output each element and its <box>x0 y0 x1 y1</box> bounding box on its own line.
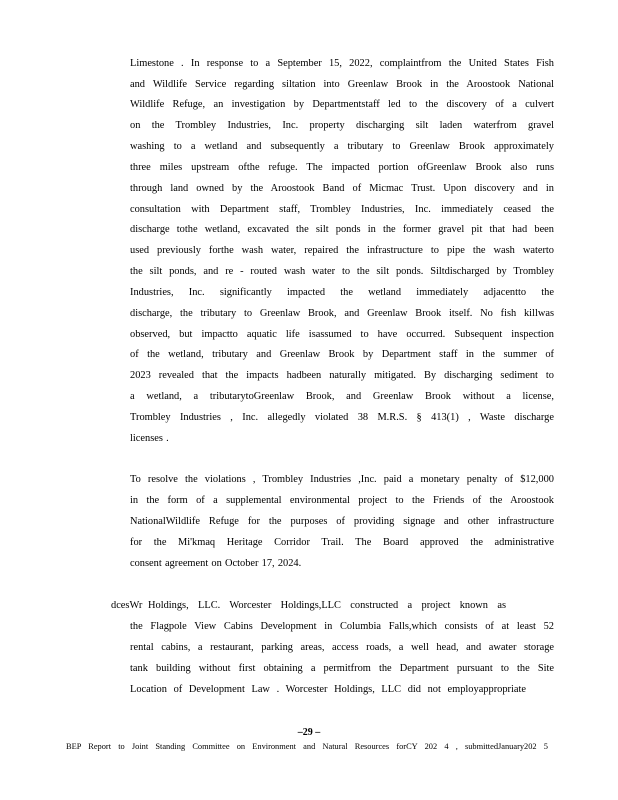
paragraph-1-line-3: Wildlife Refuge, an investigation by Departmentstaff led to the discovery of a culvert <box>130 99 554 110</box>
paragraph-1-line-13: discharge, the tributary to Greenlaw Brook, and Greenlaw Brook itself. No fish killwas <box>130 308 554 319</box>
paragraph-1-line-11: the silt ponds, and re - routed wash water to the silt ponds. Siltdischarged by Trombley <box>130 266 554 277</box>
paragraph-3-line-2: the Flagpole View Cabins Development in Columbia Falls,which consists of at least 52 <box>130 621 554 632</box>
paragraph-1-line-2: and Wildlife Service regarding siltation into Greenlaw Brook in the Aroostook National <box>130 79 554 90</box>
paragraph-3-line-1: Holdings, LLC. Worcester Holdings,LLC constructed a project known as <box>148 600 506 611</box>
paragraph-1-line-18: Trombley Industries , Inc. allegedly violated 38 M.R.S. § 413(1) , Waste discharge <box>130 412 554 423</box>
paragraph-1-line-8: consultation with Department staff, Trombley Industries, Inc. immediately ceased the <box>130 204 554 215</box>
paragraph-1-line-19: licenses . <box>130 433 169 444</box>
paragraph-2-line-3: NationalWildlife Refuge for the purposes of providing signage and other infrastructure <box>130 516 554 527</box>
paragraph-1-line-17: a wetland, a tributarytoGreenlaw Brook, and Greenlaw Brook without a license, <box>130 391 554 402</box>
paragraph-1-line-9: discharge tothe wetland, excavated the silt ponds in the former gravel pit that had been <box>130 224 554 235</box>
paragraph-3-line-3: rental cabins, a restaurant, parking areas, access roads, a well head, and awater storage <box>130 642 554 653</box>
paragraph-1-line-16: 2023 revealed that the impacts hadbeen naturally mitigated. By discharging sediment to <box>130 370 554 381</box>
page-number: –29 – <box>297 727 321 738</box>
paragraph-1-line-15: of the wetland, tributary and Greenlaw Brook by Department staff in the summer of <box>130 349 554 360</box>
paragraph-1-line-12: Industries, Inc. significantly impacted the wetland immediately adjacentto the <box>130 287 554 298</box>
paragraph-1-line-10: used previously forthe wash water, repaired the infrastructure to pipe the wash waterto <box>130 245 554 256</box>
paragraph-1-line-5: washing to a wetland and subsequently a tributary to Greenlaw Brook approximately <box>130 141 554 152</box>
paragraph-1-line-6: three miles upstream ofthe refuge. The impacted portion ofGreenlaw Brook also runs <box>130 162 554 173</box>
paragraph-2-line-5: consent agreement on October 17, 2024. <box>130 558 302 569</box>
paragraph-1-line-4: on the Trombley Industries, Inc. property discharging silt laden waterfrom gravel <box>130 120 554 131</box>
paragraph-2-line-1: To resolve the violations , Trombley Industries ,Inc. paid a monetary penalty of $12,000 <box>130 474 554 485</box>
page-footer: BEP Report to Joint Standing Committee on Environment and Natural Resources forCY 202 4 , submittedJanuary202 5 <box>66 742 548 751</box>
paragraph-2-line-2: in the form of a supplemental environmental project to the Friends of the Aroostook <box>130 495 554 506</box>
paragraph-2-line-4: for the Mi'kmaq Heritage Corridor Trail. The Board approved the administrative <box>130 537 554 548</box>
paragraph-1-line-14: observed, but impactto aquatic life isassumed to have occurred. Subsequent inspection <box>130 329 554 340</box>
paragraph-1-line-7: through land owned by the Aroostook Band of Micmac Trust. Upon discovery and in <box>130 183 554 194</box>
paragraph-3-line-5: Location of Development Law . Worcester Holdings, LLC did not employappropriate <box>130 684 526 695</box>
paragraph-3-line-4: tank building without first obtaining a permitfrom the Department pursuant to the Site <box>130 663 554 674</box>
paragraph-3-marker: dcesWr <box>111 600 143 611</box>
paragraph-1-line-1: Limestone . In response to a September 15, 2022, complaintfrom the United States Fish <box>130 58 554 69</box>
